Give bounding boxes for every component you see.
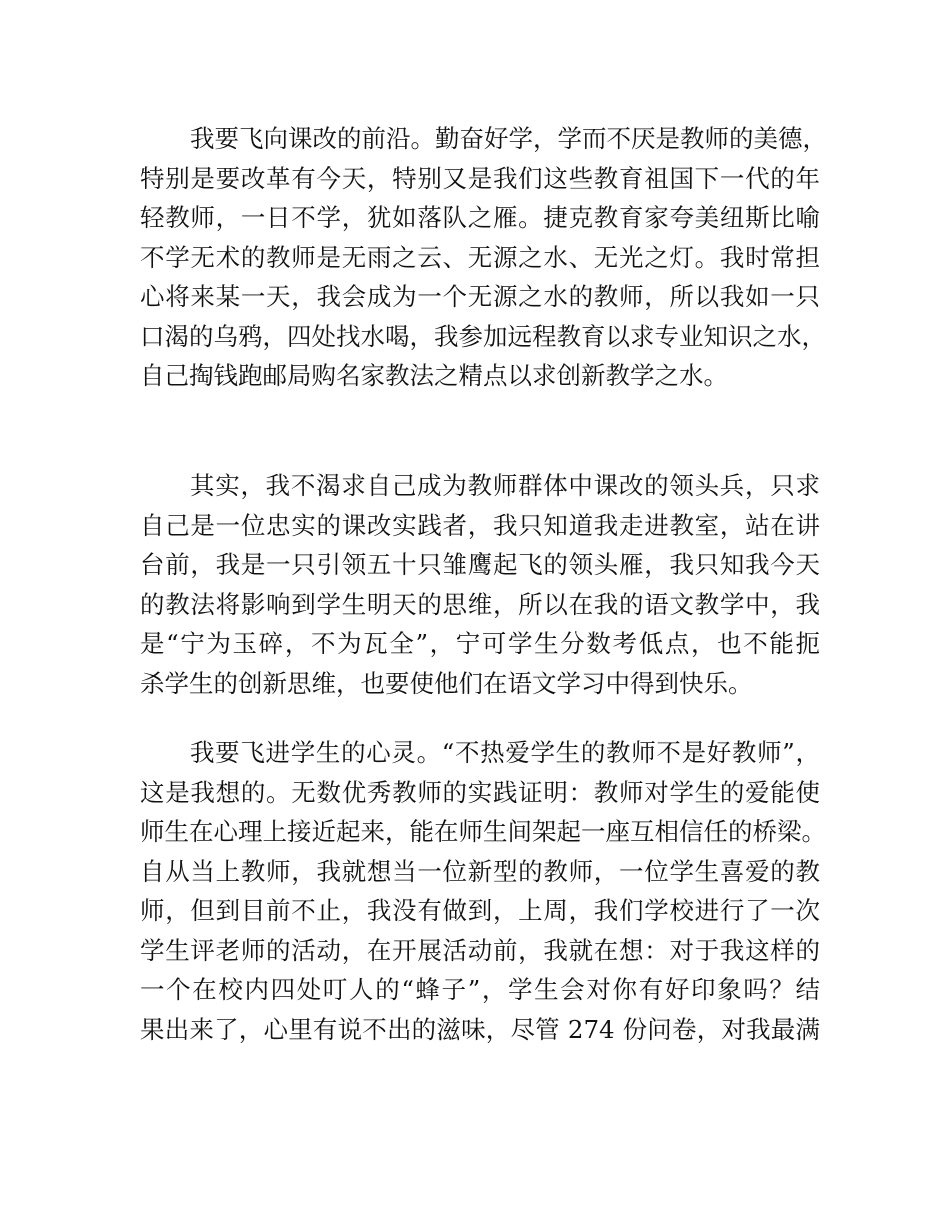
text-line: 一个在校内四处叮人的“蜂子”，学生会对你有好印象吗？结 [140, 975, 820, 1004]
text-line: 是“宁为玉碎，不为瓦全”，宁可学生分数考低点，也不能扼 [140, 629, 820, 658]
text-line: 我要飞向课改的前沿。勤奋好学，学而不厌是教师的美德， [190, 124, 827, 153]
text-line: 心将来某一天，我会成为一个无源之水的教师，所以我如一只 [140, 282, 820, 311]
text-line: 师生在心理上接近起来，能在师生间架起一座互相信任的桥梁。 [140, 817, 826, 846]
text-line: 的教法将影响到学生明天的思维，所以在我的语文教学中，我 [140, 589, 820, 619]
text-line: 口渴的乌鸦，四处找水喝，我参加远程教育以求专业知识之水， [140, 321, 826, 351]
text-line: 杀学生的创新思维，也要使他们在语文学习中得到快乐。 [140, 668, 753, 698]
text-line: 特别是要改革有今天，特别又是我们这些教育祖国下一代的年 [140, 163, 820, 193]
text-line: 台前，我是一只引领五十只雏鹰起飞的领头雁，我只知我今天 [140, 550, 820, 579]
text-line: 学生评老师的活动，在开展活动前，我就在想：对于我这样的 [140, 935, 820, 965]
text-line: 不学无术的教师是无雨之云、无源之水、无光之灯。我时常担 [140, 242, 820, 272]
paragraph-practitioner [140, 466, 820, 703]
text-line: 轻教师，一日不学，犹如落队之雁。捷克教育家夸美纽斯比喻 [140, 203, 820, 232]
text-line: 我要飞进学生的心灵。“不热爱学生的教师不是好教师”， [190, 738, 820, 767]
paragraph-course-reform [140, 119, 827, 396]
text-line: 自己是一位忠实的课改实践者，我只知道我走进教室，站在讲 [140, 510, 820, 540]
paragraph-student-hearts [140, 733, 826, 1049]
text-line: 自己掏钱跑邮局购名家教法之精点以求创新教学之水。 [140, 361, 728, 390]
text-line: 其实，我不渴求自己成为教师群体中课改的领头兵，只求 [190, 471, 820, 500]
text-line: 自从当上教师，我就想当一位新型的教师，一位学生喜爱的教 [140, 856, 820, 886]
text-line: 这是我想的。无数优秀教师的实践证明：教师对学生的爱能使 [140, 777, 820, 807]
text-line: 师，但到目前不止，我没有做到，上周，我们学校进行了一次 [140, 896, 820, 925]
text-line: 果出来了，心里有说不出的滋味，尽管 274 份问卷，对我最满 [140, 1014, 820, 1044]
